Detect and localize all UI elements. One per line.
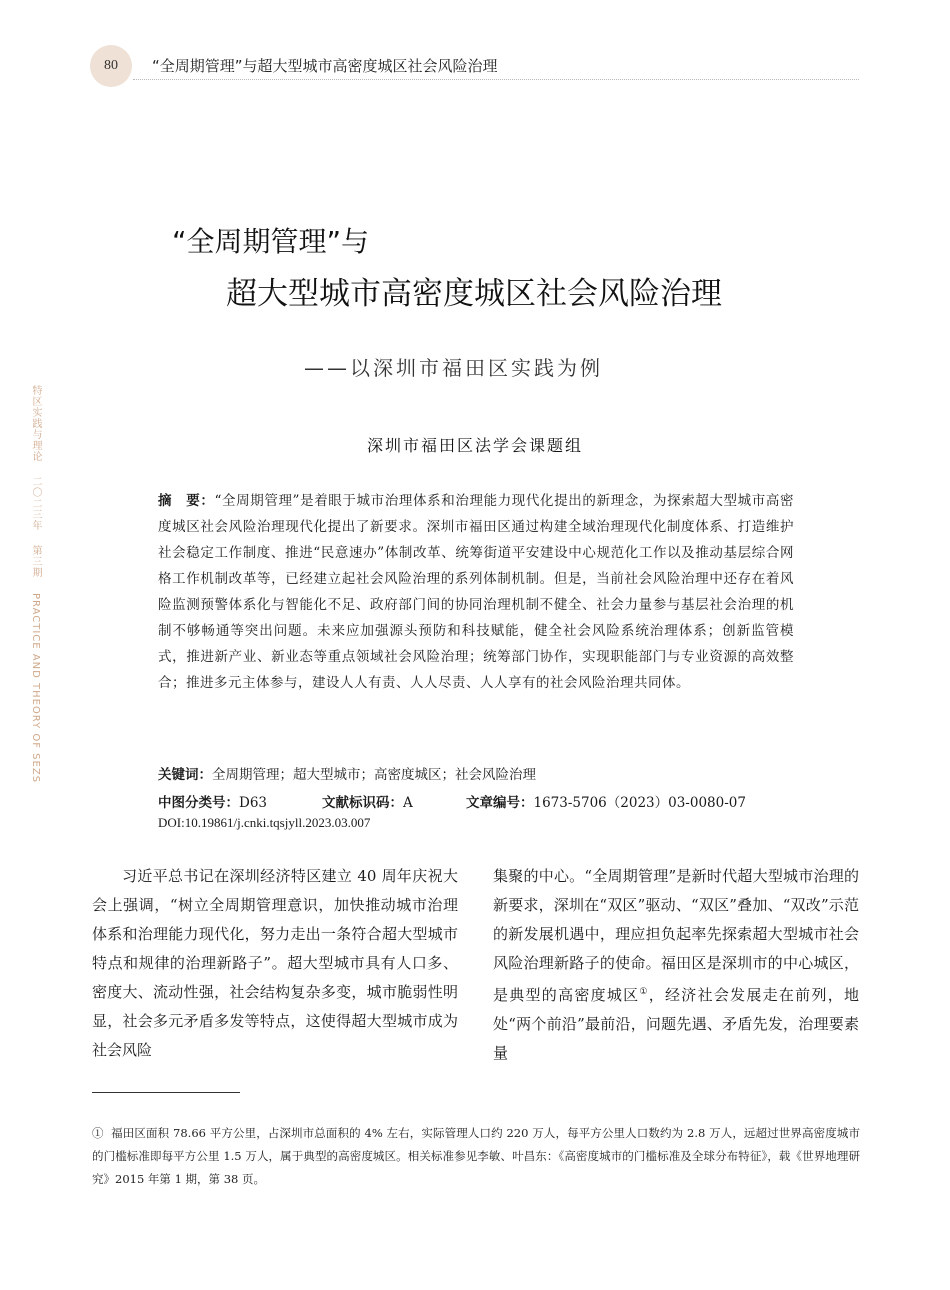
body-paragraph: 集聚的中心。“全周期管理”是新时代超大型城市治理的新要求，深圳在“双区”驱动、“双区”叠加、“双改”示范的新发展机遇中，理应担负起率先探索超大型城市社会风险治理新路子的使命。福田区是深圳市的中心城区，是典型的高密度城区①，经济社会发展走在前列，地处“两个前沿”最前沿，问题先遇、矛盾先发，治理要素量	[493, 867, 859, 1062]
journal-issue: 第三期	[30, 545, 41, 579]
body-paragraph: 习近平总书记在深圳经济特区建立 40 周年庆祝大会上强调，“树立全周期管理意识，加快推动城市治理体系和治理能力现代化，努力走出一条符合超大型城市特点和规律的治理新路子”。超大型城市具有人口多、密度大、流动性强，社会结构复杂多变，城市脆弱性明显，社会多元矛盾多发等特点，这使得超大型城市成为社会风险	[92, 867, 458, 1059]
running-header-title: “全周期管理”与超大型城市高密度城区社会风险治理	[152, 57, 498, 75]
journal-year: 二〇二三年	[30, 476, 41, 532]
abstract-label: 摘 要：	[158, 493, 215, 509]
footnote-reference[interactable]: ①	[639, 987, 649, 997]
classification-line	[158, 791, 808, 811]
footnote	[92, 1122, 860, 1191]
keywords-text: 全周期管理；超大型城市；高密度城区；社会风险治理	[212, 767, 536, 783]
doc-code-label: 文献标识码：	[322, 795, 403, 811]
keywords	[158, 763, 808, 783]
footnote-marker: ①	[92, 1126, 104, 1140]
article-title-line1: “全周期管理”与	[172, 225, 370, 258]
article-number-label: 文章编号：	[466, 795, 534, 811]
abstract	[158, 488, 794, 696]
page-number-badge: 80	[90, 45, 132, 87]
abstract-text: “全周期管理”是着眼于城市治理体系和治理能力现代化提出的新理念，为探索超大型城市高密度城区社会风险治理现代化提出了新要求。深圳市福田区通过构建全域治理现代化制度体系、打造维护社会稳定工作制度、推进“民意速办”体制改革、统筹街道平安建设中心规范化工作以及推动基层综合网格工作机制改革等，已经建立起社会风险治理的系列体制机制。但是，当前社会风险治理中还存在着风险监测预警体系化与智能化不足、政府部门间的协同治理机制不健全、社会力量参与基层社会治理的机制不够畅通等突出问题。未来应加强源头预防和科技赋能，健全社会风险系统治理体系；创新监管模式，推进新产业、新业态等重点领域社会风险治理；统筹部门协作，实现职能部门与专业资源的高效整合；推进多元主体参与，建设人人有责、人人尽责、人人享有的社会风险治理共同体。	[158, 493, 794, 691]
doi: DOI:10.19861/j.cnki.tqsjyll.2023.03.007	[158, 815, 371, 830]
clc-label: 中图分类号：	[158, 795, 239, 811]
article-subtitle: ——以深圳市福田区实践为例	[304, 356, 603, 380]
header-divider	[133, 79, 859, 80]
article-title-line2: 超大型城市高密度城区社会风险治理	[226, 276, 722, 312]
body-right-column	[493, 862, 859, 1068]
body-left-column	[92, 862, 458, 1065]
doc-code-value: A	[403, 795, 413, 811]
journal-name-cn: 特区实践与理论	[30, 385, 41, 462]
clc-value: D63	[239, 795, 268, 811]
footnote-text: 福田区面积 78.66 平方公里，占深圳市总面积的 4% 左右，实际管理人口约 220 万人，每平方公里人口数约为 2.8 万人，远超过世界高密度城市的门槛标准即每平方公里 1.5 万人，属于典型的高密度城区。相关标准参见李敏、叶昌东：《高密度城市的门槛标准及全球分布特征》，载《世界地理研究》2015 年第 1 期，第 38 页。	[92, 1126, 860, 1186]
footnote-divider	[92, 1092, 240, 1093]
article-author: 深圳市福田区法学会课题组	[366, 436, 583, 455]
keywords-label: 关键词：	[158, 767, 212, 783]
journal-name-en: PRACTICE AND THEORY OF SEZS	[30, 592, 41, 783]
article-number-value: 1673-5706（2023）03-0080-07	[533, 795, 746, 811]
